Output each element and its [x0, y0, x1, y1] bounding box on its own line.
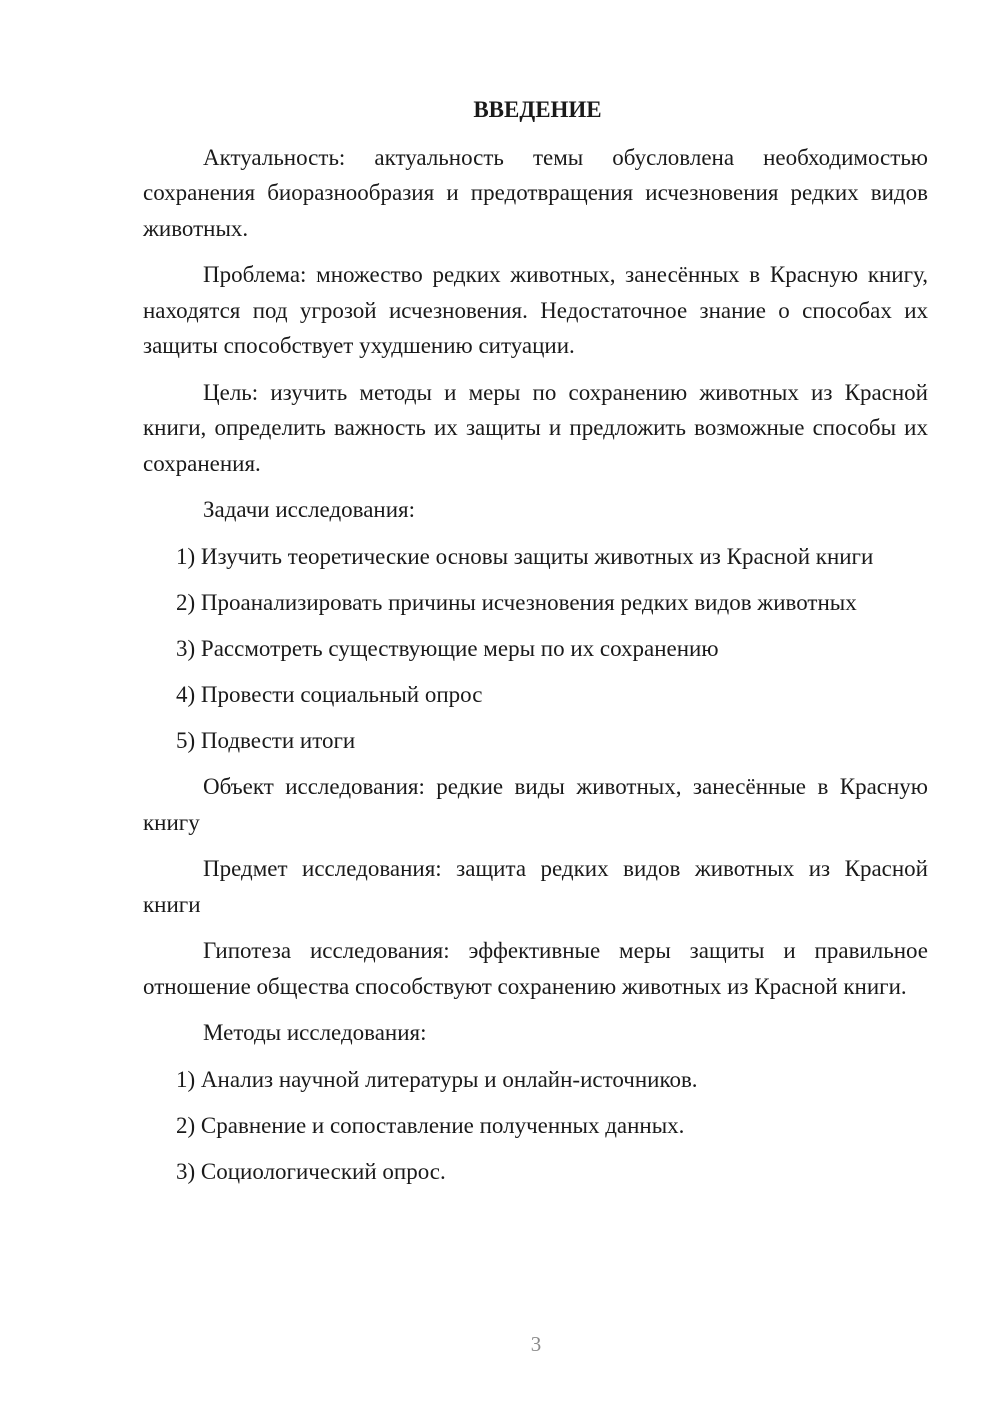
- list-item: 1) Изучить теоретические основы защиты животных из Красной книги: [176, 543, 874, 569]
- problem-paragraph: Проблема: множество редких животных, занесённых в Красную книгу, находятся под угрозой исчезновения. Недостаточное знание о способах их защиты способствует ухудшению ситуации.: [143, 262, 928, 358]
- list-item: 2) Сравнение и сопоставление полученных данных.: [176, 1112, 685, 1138]
- relevance-paragraph: Актуальность: актуальность темы обусловлена необходимостью сохранения биоразнообразия и предотвращения исчезновения редких видов животных.: [143, 144, 928, 241]
- list-item: 2) Проанализировать причины исчезновения редких видов животных: [176, 589, 857, 615]
- object-paragraph: Объект исследования: редкие виды животных, занесённые в Красную книгу: [143, 774, 928, 835]
- list-item: 5) Подвести итоги: [176, 727, 356, 753]
- list-item: 1) Анализ научной литературы и онлайн-источников.: [176, 1066, 698, 1092]
- hypothesis-paragraph: Гипотеза исследования: эффективные меры защиты и правильное отношение общества способствуют сохранению животных из Красной книги.: [143, 938, 928, 999]
- tasks-label: Задачи исследования:: [203, 497, 416, 522]
- tasks-list: [143, 539, 928, 759]
- list-item: 3) Социологический опрос.: [176, 1158, 446, 1184]
- goal-paragraph: Цель: изучить методы и меры по сохранению животных из Красной книги, определить важность их защиты и предложить возможные способы их сохранения.: [143, 379, 928, 476]
- section-heading: ВВЕДЕНИЕ: [473, 97, 602, 122]
- subject-paragraph: Предмет исследования: защита редких видов животных из Красной книги: [143, 856, 928, 917]
- page-number: 3: [530, 1332, 542, 1356]
- page-content: [143, 92, 928, 1200]
- methods-label: Методы исследования:: [203, 1020, 427, 1045]
- list-item: 3) Рассмотреть существующие меры по их сохранению: [176, 635, 719, 661]
- methods-list: [143, 1062, 928, 1190]
- list-item: 4) Провести социальный опрос: [176, 681, 483, 707]
